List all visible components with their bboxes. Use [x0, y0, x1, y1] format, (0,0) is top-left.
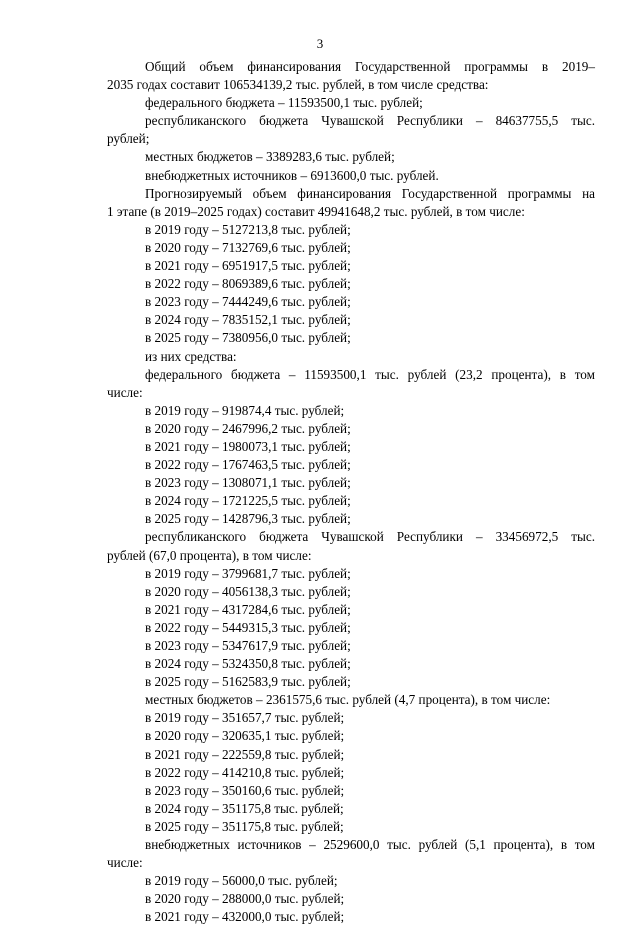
text-line: федерального бюджета – 11593500,1 тыс. рублей (23,2 процента), в том: [145, 366, 595, 382]
text-line: в 2019 году – 919874,4 тыс. рублей;: [145, 402, 345, 418]
text-line: в 2025 году – 5162583,9 тыс. рублей;: [145, 674, 351, 690]
text-line: в 2019 году – 351657,7 тыс. рублей;: [145, 710, 345, 726]
text-line: в 2023 году – 5347617,9 тыс. рублей;: [145, 638, 351, 653]
text-line: 1 этапе (в 2019–2025 годах) составит 49941648,2 тыс. рублей, в том числе:: [107, 203, 525, 219]
text-line: Прогнозируемый объем финансирования Государственной программы на: [145, 185, 595, 201]
text-line: в 2023 году – 7444249,6 тыс. рублей;: [145, 294, 351, 310]
text-line: Общий объем финансирования Государственной программы в 2019–: [145, 59, 595, 74]
text-line: в 2021 году – 432000,0 тыс. рублей;: [145, 909, 345, 925]
text-line: в 2024 году – 1721225,5 тыс. рублей;: [145, 493, 351, 509]
page-number: 3: [316, 36, 324, 51]
text-line: в 2021 году – 6951917,5 тыс. рублей;: [145, 258, 351, 274]
text-line: местных бюджетов – 2361575,6 тыс. рублей (4,7 процента), в том числе:: [145, 692, 551, 708]
text-line: в 2023 году – 1308071,1 тыс. рублей;: [145, 475, 351, 491]
text-line: в 2022 году – 8069389,6 тыс. рублей;: [145, 276, 351, 292]
text-line: в 2022 году – 1767463,5 тыс. рублей;: [145, 457, 351, 473]
text-line: числе:: [107, 384, 143, 400]
text-line: местных бюджетов – 3389283,6 тыс. рублей;: [145, 149, 395, 165]
text-line: в 2021 году – 222559,8 тыс. рублей;: [145, 746, 345, 762]
document-body: [107, 58, 595, 927]
text-line: в 2025 году – 7380956,0 тыс. рублей;: [145, 330, 351, 346]
text-line: в 2024 году – 5324350,8 тыс. рублей;: [145, 656, 351, 672]
text-line: из них средства:: [145, 348, 237, 364]
text-line: в 2019 году – 56000,0 тыс. рублей;: [145, 873, 338, 889]
text-line: федерального бюджета – 11593500,1 тыс. рублей;: [145, 95, 423, 111]
text-line: в 2021 году – 4317284,6 тыс. рублей;: [145, 601, 351, 617]
text-line: 2035 годах составит 106534139,2 тыс. рублей, в том числе средства:: [107, 77, 489, 93]
text-line: внебюджетных источников – 6913600,0 тыс. рублей.: [145, 167, 439, 183]
text-line: в 2019 году – 5127213,8 тыс. рублей;: [145, 221, 351, 237]
text-line: республиканского бюджета Чувашской Республики – 84637755,5 тыс.: [145, 113, 595, 129]
text-line: в 2020 году – 2467996,2 тыс. рублей;: [145, 420, 351, 436]
text-line: внебюджетных источников – 2529600,0 тыс. рублей (5,1 процента), в том: [145, 837, 595, 853]
text-line: в 2019 году – 3799681,7 тыс. рублей;: [145, 565, 351, 581]
text-line: в 2025 году – 351175,8 тыс. рублей;: [145, 818, 344, 834]
text-line: в 2023 году – 350160,6 тыс. рублей;: [145, 782, 345, 798]
text-line: рублей (67,0 процента), в том числе:: [107, 547, 312, 563]
text-line: в 2021 году – 1980073,1 тыс. рублей;: [145, 438, 351, 454]
text-line: числе:: [107, 855, 143, 871]
text-line: в 2022 году – 414210,8 тыс. рублей;: [145, 764, 345, 780]
text-line: республиканского бюджета Чувашской Республики – 33456972,5 тыс.: [145, 529, 595, 545]
text-line: в 2020 году – 7132769,6 тыс. рублей;: [145, 239, 351, 255]
text-line: в 2020 году – 320635,1 тыс. рублей;: [145, 728, 345, 744]
text-line: в 2022 году – 5449315,3 тыс. рублей;: [145, 619, 351, 635]
text-line: в 2020 году – 4056138,3 тыс. рублей;: [145, 583, 351, 599]
text-line: в 2020 году – 288000,0 тыс. рублей;: [145, 891, 345, 907]
text-line: рублей;: [107, 131, 150, 147]
text-line: в 2024 году – 351175,8 тыс. рублей;: [145, 800, 344, 816]
text-line: в 2025 году – 1428796,3 тыс. рублей;: [145, 511, 351, 527]
text-line: в 2024 году – 7835152,1 тыс. рублей;: [145, 312, 351, 328]
